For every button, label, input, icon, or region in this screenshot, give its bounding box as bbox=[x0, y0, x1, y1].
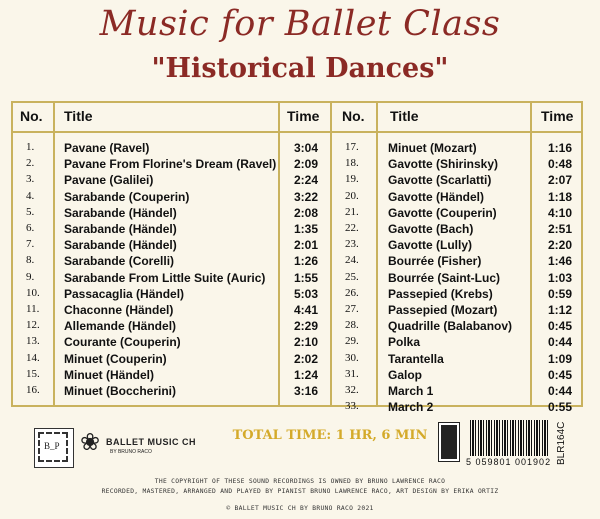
track-time: 0:59 bbox=[547, 286, 572, 301]
track-time: 0:45 bbox=[547, 319, 572, 334]
album-title: Music for Ballet Class bbox=[99, 4, 501, 44]
brand-subtitle: BY BRUNO RACO bbox=[110, 449, 152, 455]
track-row bbox=[0, 352, 600, 369]
track-title: Tarantella bbox=[388, 351, 444, 366]
track-time: 1:16 bbox=[547, 141, 572, 155]
track-time: 2:29 bbox=[293, 319, 318, 334]
track-time: 3:04 bbox=[293, 141, 318, 155]
track-time: 2:51 bbox=[547, 222, 572, 236]
track-row bbox=[0, 206, 600, 223]
track-time: 0:44 bbox=[547, 335, 572, 350]
track-row bbox=[0, 157, 600, 174]
track-number: 1. bbox=[26, 141, 35, 153]
track-title: Minuet (Couperin) bbox=[64, 351, 167, 366]
header-no: No. bbox=[20, 108, 43, 124]
catalog-number: BLR164C bbox=[556, 421, 567, 465]
track-row bbox=[0, 238, 600, 255]
track-row bbox=[0, 222, 600, 239]
track-title: Passepied (Krebs) bbox=[388, 286, 493, 301]
track-row bbox=[0, 303, 600, 320]
track-number: 18. bbox=[345, 157, 359, 170]
track-time: 2:02 bbox=[293, 351, 318, 366]
track-time: 0:44 bbox=[547, 384, 572, 398]
track-title: Gavotte (Scarlatti) bbox=[388, 173, 492, 188]
track-time: 4:41 bbox=[293, 303, 318, 317]
ballerina-icon: ❀ bbox=[80, 428, 101, 456]
track-title: Sarabande (Corelli) bbox=[64, 254, 175, 269]
track-title: Passepied (Mozart) bbox=[388, 303, 498, 317]
track-time: 2:08 bbox=[293, 205, 318, 220]
track-number: 5. bbox=[26, 205, 35, 218]
track-title: March 1 bbox=[388, 384, 434, 398]
track-number: 10. bbox=[26, 286, 40, 299]
track-number: 11. bbox=[26, 303, 40, 315]
track-time: 2:20 bbox=[547, 238, 572, 253]
track-number: 22. bbox=[345, 222, 359, 234]
track-time: 1:03 bbox=[547, 270, 572, 285]
header-title: Title bbox=[390, 108, 419, 124]
track-number: 30. bbox=[345, 351, 359, 364]
track-row bbox=[0, 287, 600, 304]
track-row bbox=[0, 400, 600, 417]
track-number: 27. bbox=[345, 303, 359, 315]
track-number: 33. bbox=[345, 400, 359, 413]
track-row bbox=[0, 173, 600, 190]
header-no: No. bbox=[342, 108, 365, 124]
track-title: March 2 bbox=[388, 400, 434, 415]
track-time: 0:55 bbox=[547, 400, 572, 415]
copyright-line: THE COPYRIGHT OF THESE SOUND RECORDINGS IS OWNED BY BRUNO LAWRENCE RACO bbox=[154, 478, 446, 485]
track-row bbox=[0, 384, 600, 401]
header-time: Time bbox=[287, 108, 320, 124]
track-number: 13. bbox=[26, 335, 40, 348]
track-title: Gavotte (Bach) bbox=[388, 222, 474, 236]
track-time: 1:24 bbox=[293, 367, 318, 382]
track-title: Gavotte (Händel) bbox=[388, 189, 485, 204]
track-title: Minuet (Boccherini) bbox=[64, 384, 177, 398]
credits-line: RECORDED, MASTERED, ARRANGED AND PLAYED BY PIANIST BRUNO LAWRENCE RACO, ART DESIGN BY ERIKA ORTIZ bbox=[101, 488, 499, 495]
track-time: 2:10 bbox=[293, 335, 318, 350]
track-number: 9. bbox=[26, 270, 35, 283]
track-title: Gavotte (Couperin) bbox=[388, 205, 497, 220]
track-time: 1:09 bbox=[547, 351, 572, 366]
track-title: Polka bbox=[388, 335, 421, 350]
barcode-number: 5 059801 001902 bbox=[466, 457, 552, 467]
track-row bbox=[0, 319, 600, 336]
track-title: Gavotte (Lully) bbox=[388, 238, 473, 253]
track-number: 2. bbox=[26, 157, 35, 170]
track-row bbox=[0, 335, 600, 352]
barcode bbox=[470, 420, 550, 456]
track-title: Sarabande From Little Suite (Auric) bbox=[64, 270, 266, 285]
track-number: 28. bbox=[345, 319, 359, 332]
track-time: 0:48 bbox=[547, 157, 572, 172]
track-title: Minuet (Mozart) bbox=[388, 141, 477, 155]
track-time: 2:09 bbox=[293, 157, 318, 172]
track-number: 16. bbox=[26, 384, 40, 396]
track-title: Sarabande (Händel) bbox=[64, 238, 177, 253]
track-time: 1:46 bbox=[547, 254, 572, 269]
track-title: Bourrée (Saint-Luc) bbox=[388, 270, 501, 285]
track-title: Chaconne (Händel) bbox=[64, 303, 174, 317]
track-number: 26. bbox=[345, 286, 359, 299]
track-title: Sarabande (Händel) bbox=[64, 222, 177, 236]
track-row bbox=[0, 368, 600, 385]
track-number: 23. bbox=[345, 238, 359, 251]
track-time: 1:55 bbox=[293, 270, 318, 285]
brand-name: BALLET MUSIC CH bbox=[106, 437, 196, 447]
track-title: Courante (Couperin) bbox=[64, 335, 181, 350]
quality-badge-icon bbox=[438, 422, 460, 462]
track-number: 25. bbox=[345, 270, 359, 283]
track-number: 14. bbox=[26, 351, 40, 364]
track-number: 4. bbox=[26, 189, 35, 202]
track-time: 2:07 bbox=[547, 173, 572, 188]
track-number: 20. bbox=[345, 189, 359, 202]
track-time: 1:26 bbox=[293, 254, 318, 269]
track-title: Pavane (Galilei) bbox=[64, 173, 154, 188]
track-title: Pavane From Florine's Dream (Ravel) bbox=[64, 157, 277, 172]
track-title: Quadrille (Balabanov) bbox=[388, 319, 513, 334]
track-time: 2:01 bbox=[293, 238, 318, 253]
track-time: 5:03 bbox=[293, 286, 318, 301]
track-title: Pavane (Ravel) bbox=[64, 141, 150, 155]
track-number: 19. bbox=[345, 173, 359, 186]
track-number: 7. bbox=[26, 238, 35, 251]
track-time: 1:12 bbox=[547, 303, 572, 317]
track-time: 3:22 bbox=[293, 189, 318, 204]
track-title: Allemande (Händel) bbox=[64, 319, 177, 334]
track-time: 1:35 bbox=[293, 222, 318, 236]
label-logo bbox=[34, 428, 74, 468]
header-title: Title bbox=[64, 108, 93, 124]
album-subtitle: "Historical Dances" bbox=[151, 53, 449, 84]
track-number: 8. bbox=[26, 254, 35, 267]
track-time: 3:16 bbox=[293, 384, 318, 398]
track-row bbox=[0, 141, 600, 158]
logo-text: B_P bbox=[44, 441, 60, 451]
track-number: 17. bbox=[345, 141, 359, 153]
header-divider bbox=[11, 131, 583, 133]
track-row bbox=[0, 190, 600, 207]
track-number: 29. bbox=[345, 335, 359, 348]
track-number: 24. bbox=[345, 254, 359, 267]
track-number: 15. bbox=[26, 367, 40, 380]
track-time: 2:24 bbox=[293, 173, 318, 188]
track-time: 4:10 bbox=[547, 205, 572, 220]
track-number: 32. bbox=[345, 384, 359, 396]
track-time: 0:45 bbox=[547, 367, 572, 382]
track-number: 6. bbox=[26, 222, 35, 234]
track-title: Passacaglia (Händel) bbox=[64, 286, 185, 301]
track-title: Sarabande (Couperin) bbox=[64, 189, 190, 204]
track-title: Gavotte (Shirinsky) bbox=[388, 157, 499, 172]
track-number: 21. bbox=[345, 205, 359, 218]
track-title: Galop bbox=[388, 367, 423, 382]
track-row bbox=[0, 254, 600, 271]
track-time: 1:18 bbox=[547, 189, 572, 204]
track-title: Sarabande (Händel) bbox=[64, 205, 177, 220]
track-row bbox=[0, 271, 600, 288]
total-time: TOTAL TIME: 1 HR, 6 MIN bbox=[232, 428, 428, 443]
track-title: Minuet (Händel) bbox=[64, 367, 154, 382]
track-number: 12. bbox=[26, 319, 40, 332]
copyright-footer: © BALLET MUSIC CH BY BRUNO RACO 2021 bbox=[226, 505, 374, 512]
track-number: 3. bbox=[26, 173, 35, 186]
header-time: Time bbox=[541, 108, 574, 124]
track-number: 31. bbox=[345, 367, 359, 380]
track-title: Bourrée (Fisher) bbox=[388, 254, 482, 269]
